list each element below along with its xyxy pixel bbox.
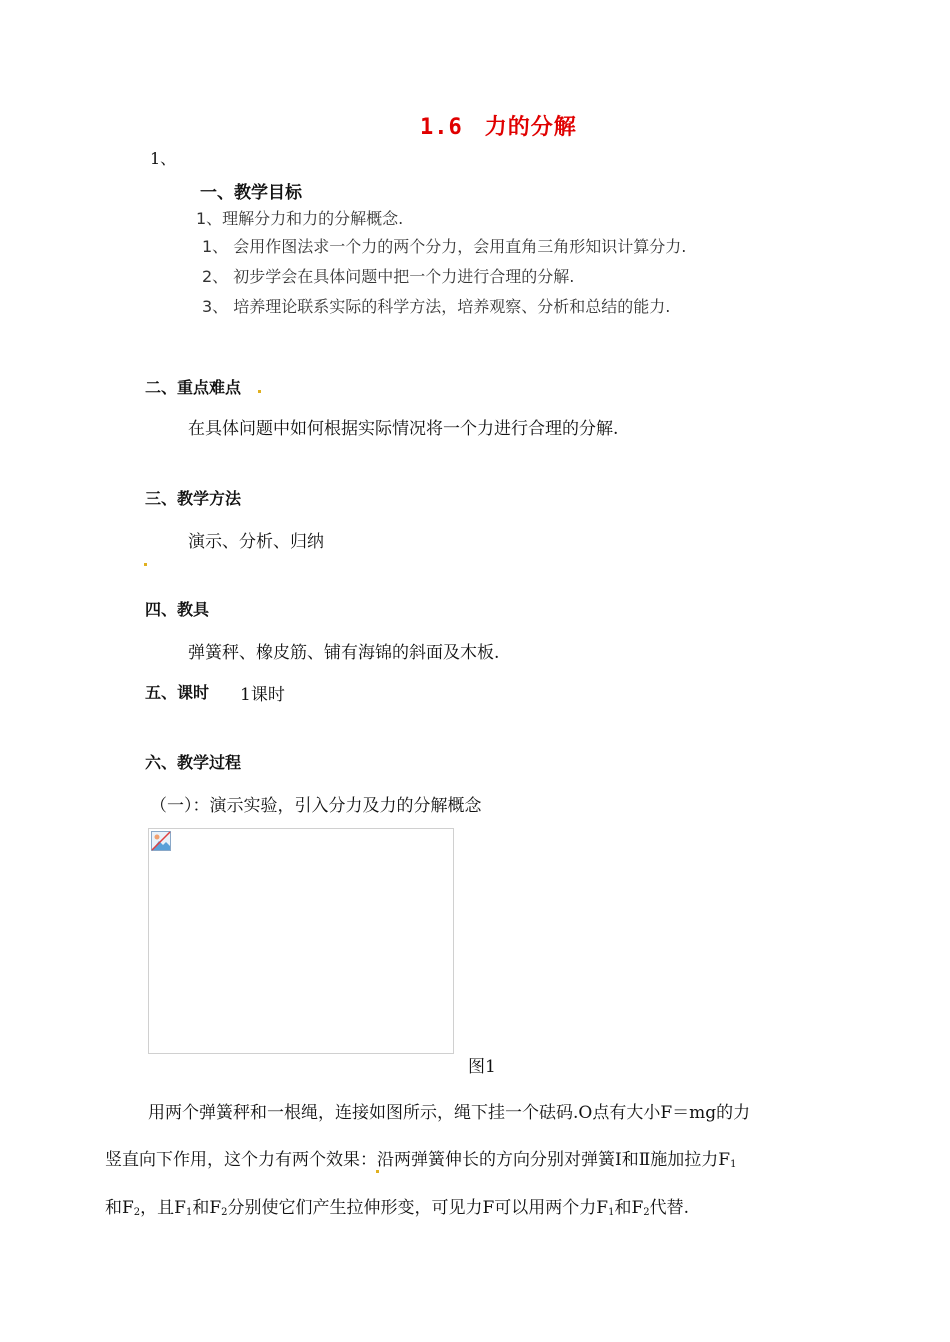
stray-number: 1、 (150, 149, 177, 168)
objective-item: 1、 会用作图法求一个力的两个分力，会用直角三角形知识计算分力. (202, 237, 687, 256)
periods-heading: 五、课时 (145, 683, 210, 702)
methods-text: 演示、分析、归纳 (188, 532, 324, 552)
methods-heading: 三、教学方法 (145, 489, 242, 508)
process-subheading: （一）：演示实验，引入分力及力的分解概念 (150, 796, 482, 816)
objective-item: 1、理解分力和力的分解概念. (196, 209, 404, 228)
objective-item: 3、 培养理论联系实际的科学方法，培养观察、分析和总结的能力. (202, 297, 671, 316)
figure-caption: 图1 (468, 1057, 496, 1077)
objective-item: 2、 初步学会在具体问题中把一个力进行合理的分解. (202, 267, 575, 286)
broken-image-icon (151, 831, 171, 851)
tools-text: 弹簧秤、橡皮筋、铺有海锦的斜面及木板. (188, 643, 500, 663)
key-points-text: 在具体问题中如何根据实际情况将一个力进行合理的分解. (188, 419, 619, 439)
marker-dot (144, 563, 147, 566)
marker-dot (376, 1170, 379, 1173)
periods-text: 1课时 (240, 685, 285, 705)
objectives-heading: 一、教学目标 (200, 183, 302, 203)
paragraph-line-1: 用两个弹簧秤和一根绳，连接如图所示，绳下挂一个砝码.O点有大小F＝mg的力 (148, 1103, 751, 1123)
document-title (420, 110, 577, 141)
tools-heading: 四、教具 (145, 600, 210, 619)
paragraph-line-3: 和$F_2$，且$F_1$和$F_2$分别使它们产生拉伸形变，可见力F可以用两个力$F_1$和$F_2$代替. (105, 1198, 690, 1218)
paragraph-line-2: 竖直向下作用，这个力有两个效果：沿两弹簧伸长的方向分别对弹簧Ⅰ和Ⅱ施加拉力$F_1$ (105, 1150, 737, 1170)
key-points-heading: 二、重点难点 (145, 378, 242, 397)
title-number: 1.6 (420, 115, 463, 140)
title-text: 力的分解 (484, 114, 577, 140)
figure-placeholder (148, 828, 454, 1054)
process-heading: 六、教学过程 (145, 753, 242, 772)
marker-dot (258, 390, 261, 393)
